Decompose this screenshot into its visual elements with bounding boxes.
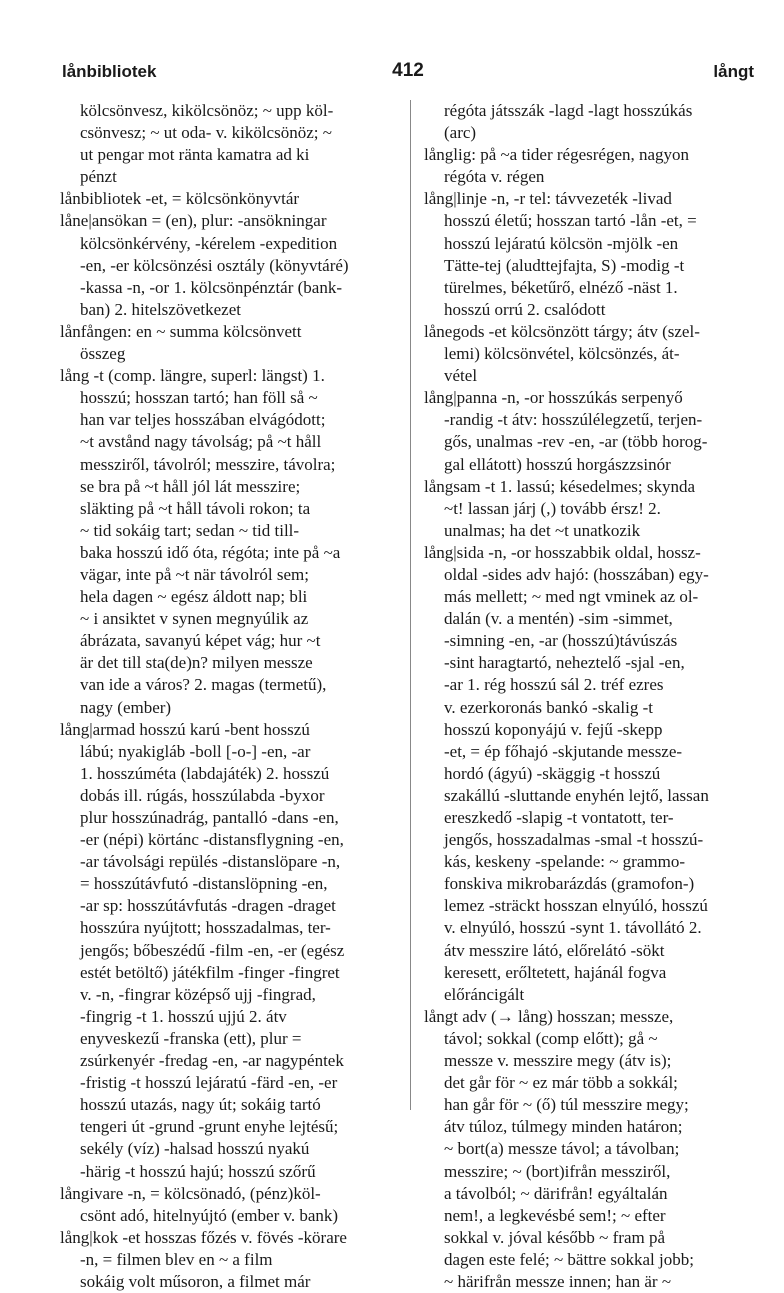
entry-line: jengős; bőbeszédű -film -en, -er (egész	[80, 940, 345, 960]
entry-line: más mellett; ~ med ngt vminek az ol-	[444, 587, 699, 607]
entry-line: messziről, távolról; messzire, távolra;	[80, 454, 336, 474]
entry-line: régóta játsszák -lagd -lagt hosszúkás	[444, 101, 693, 120]
entry-line: lång -t (comp. längre, superl: längst) 1.	[60, 366, 325, 386]
entry-line: lånfången: en ~ summa kölcsönvett	[60, 321, 302, 341]
entry-line: oldal -sides adv hajó: (hosszában) egy-	[444, 564, 709, 584]
entry-line: lånbibliotek -et, = kölcsönkönyvtár	[60, 189, 300, 209]
entry-line: lábú; nyakigláb -boll [-o-] -en, -ar	[80, 741, 311, 761]
entry-line: tengeri út -grund -grunt enyhe lejtésű;	[80, 1117, 339, 1137]
entry-line: távol; sokkal (comp előtt); gå ~	[444, 1028, 658, 1048]
entry-line: v. ezerkoronás bankó -skalig -t	[444, 697, 653, 717]
entry-line: v. elnyúló, hosszú -synt 1. távollátó 2.	[444, 918, 702, 938]
entry-line: lemi) kölcsönvétel, kölcsönzés, át-	[444, 344, 680, 364]
entry-line: hosszú; hosszan tartó; han föll så ~	[80, 388, 318, 408]
entry-line: är det till sta(de)n? milyen messze	[80, 653, 313, 673]
right-column	[424, 100, 756, 1293]
entry-line: lång|panna -n, -or hosszúkás serpenyő	[424, 388, 683, 408]
entry-line: gal ellátott) hosszú horgászzsinór	[444, 454, 671, 474]
entry-line: -härig -t hosszú hajú; hosszú szőrű	[80, 1161, 316, 1181]
entry-line: csönt adó, hitelnyújtó (ember v. bank)	[80, 1205, 339, 1225]
entry-line: -simning -en, -ar (hosszú)távúszás	[444, 631, 678, 651]
entry-line: fonskiva mikrobarázdás (gramofon-)	[444, 874, 695, 894]
entry-line: keresett, erőltetett, hajánál fogva	[444, 962, 667, 982]
entry-line: långt adv (→ lång) hosszan; messze,	[424, 1006, 674, 1026]
entry-line: = hosszútávfutó -distanslöpning -en,	[80, 874, 328, 894]
entry-line: lång|kok -et hosszas főzés v. fövés -körare	[60, 1227, 347, 1247]
entry-line: sokkal v. jóval később ~ fram på	[444, 1227, 666, 1247]
entry-line: hela dagen ~ egész áldott nap; bli	[80, 587, 308, 607]
entry-line: hosszú orrú 2. csalódott	[444, 299, 606, 319]
entry-line: ut pengar mot ränta kamatra ad ki	[80, 145, 310, 165]
entry-line: van ide a város? 2. magas (termetű),	[80, 675, 327, 695]
entry-line: han går för ~ (ő) túl messzire megy;	[444, 1095, 689, 1115]
entry-line: ~t avstånd nagy távolság; på ~t håll	[80, 432, 322, 452]
entry-line: ~ härifrån messze innen; han är ~	[444, 1271, 672, 1291]
entry-line: ~ bort(a) messze távol; a távolban;	[444, 1139, 680, 1159]
entry-line: hordó (ágyú) -skäggig -t hosszú	[444, 763, 661, 783]
entry-line: 1. hosszúméta (labdajáték) 2. hosszú	[80, 763, 330, 783]
entry-line: dobás ill. rúgás, hosszúlabda -byxor	[80, 785, 325, 805]
entry-line: dagen este felé; ~ bättre sokkal jobb;	[444, 1249, 694, 1269]
entry-line: -er (népi) körtánc -distansflygning -en,	[80, 830, 344, 850]
header-right-guideword: långt	[713, 62, 754, 81]
header-left-guideword: lånbibliotek	[62, 62, 157, 81]
entry-line: összeg	[80, 344, 126, 364]
entry-line: sekély (víz) -halsad hosszú nyakú	[80, 1139, 310, 1159]
entry-line: -et, = ép főhajó -skjutande messze-	[444, 741, 683, 761]
entry-line: ~ tid sokáig tart; sedan ~ tid till-	[80, 520, 300, 540]
entry-line: -en, -er kölcsönzési osztály (könyvtáré)	[80, 255, 349, 275]
entry-line: csönvesz; ~ ut oda- v. kikölcsönöz; ~	[80, 123, 332, 143]
entry-line: -ar sp: hosszútávfutás -dragen -draget	[80, 896, 336, 916]
entry-line: hosszú utazás, nagy út; sokáig tartó	[80, 1095, 321, 1115]
entry-line: ~ i ansiktet v synen megnyúlik az	[80, 609, 309, 629]
entry-line: átv túloz, túlmegy minden határon;	[444, 1117, 683, 1137]
entry-line: -ar távolsági repülés -distanslöpare -n,	[80, 852, 341, 872]
entry-line: vägar, inte på ~t när távolról sem;	[80, 564, 309, 584]
entry-line: előráncigált	[444, 984, 525, 1004]
entry-line: Tätte-tej (aludttejfajta, S) -modig -t	[444, 255, 685, 275]
entry-line: gős, unalmas -rev -en, -ar (több horog-	[444, 432, 708, 452]
entry-line: szakállú -sluttande enyhén lejtő, lassan	[444, 785, 709, 805]
entry-line: nem!, a legkevésbé sem!; ~ efter	[444, 1205, 666, 1225]
entry-line: kölcsönvesz, kikölcsönöz; ~ upp köl-	[80, 101, 334, 120]
page-header	[62, 56, 754, 86]
entry-line: sokáig volt műsoron, a filmet már	[80, 1271, 311, 1291]
entry-line: låne|ansökan = (en), plur: -ansökningar	[60, 211, 327, 231]
entry-line: -fristig -t hosszú lejáratú -färd -en, -er	[80, 1073, 338, 1093]
entry-line: se bra på ~t håll jól lát messzire;	[80, 476, 301, 496]
entry-line: dalán (v. a mentén) -sim -simmet,	[444, 609, 673, 629]
entry-line: hosszú koponyájú v. fejű -skepp	[444, 719, 663, 739]
entry-line: släkting på ~t håll távoli rokon; ta	[80, 498, 311, 518]
entry-line: -kassa -n, -or 1. kölcsönpénztár (bank-	[80, 277, 342, 297]
entry-line: -sint haragtartó, neheztelő -sjal -en,	[444, 653, 685, 673]
entry-line: pénzt	[80, 167, 117, 187]
entry-line: långlig: på ~a tider régesrégen, nagyon	[424, 145, 690, 165]
entry-line: átv messzire látó, előrelátó -sökt	[444, 940, 665, 960]
entry-line: hosszúra nyújtott; hosszadalmas, ter-	[80, 918, 331, 938]
entry-line: långsam -t 1. lassú; késedelmes; skynda	[424, 476, 696, 496]
entry-line: -ar 1. rég hosszú sál 2. tréf ezres	[444, 675, 664, 695]
entry-line: plur hosszúnadrág, pantalló -dans -en,	[80, 808, 339, 827]
entry-line: lång|linje -n, -r tel: távvezeték -livad	[424, 189, 672, 209]
entry-line: ereszkedő -slapig -t vontatott, ter-	[444, 808, 674, 827]
entry-line: ~t! lassan járj (,) tovább érsz! 2.	[444, 498, 661, 518]
entry-line: régóta v. régen	[444, 167, 545, 187]
entry-line: jengős, hosszadalmas -smal -t hosszú-	[444, 830, 704, 850]
entry-line: kás, keskeny -spelande: ~ grammo-	[444, 852, 685, 872]
entry-line: ban) 2. hitelszövetkezet	[80, 299, 241, 319]
entry-line: -randig -t átv: hosszúlélegzetű, terjen-	[444, 410, 703, 430]
entry-line: (arc)	[444, 123, 477, 143]
entry-line: långivare -n, = kölcsönadó, (pénz)köl-	[60, 1183, 321, 1203]
entry-line: a távolból; ~ därifrån! egyáltalán	[444, 1183, 668, 1203]
entry-line: v. -n, -fingrar középső ujj -fingrad,	[80, 984, 316, 1004]
entry-line: lång|armad hosszú karú -bent hosszú	[60, 719, 310, 739]
entry-line: han var teljes hosszában elvágódott;	[80, 410, 326, 430]
entry-line: enyveskezű -franska (ett), plur =	[80, 1028, 302, 1048]
entry-line: unalmas; ha det ~t unatkozik	[444, 520, 641, 540]
entry-line: messze v. messzire megy (átv is);	[444, 1051, 672, 1071]
left-column	[60, 100, 396, 1293]
entry-line: lånegods -et kölcsönzött tárgy; átv (szel-	[424, 321, 700, 341]
entry-line: hosszú életű; hosszan tartó -lån -et, =	[444, 211, 697, 231]
entry-line: türelmes, béketűrő, elnéző -näst 1.	[444, 277, 678, 297]
entry-line: hosszú lejáratú kölcsön -mjölk -en	[444, 233, 679, 253]
entry-line: -n, = filmen blev en ~ a film	[80, 1249, 273, 1269]
entry-line: zsúrkenyér -fredag -en, -ar nagypéntek	[80, 1051, 344, 1071]
entry-line: det går för ~ ez már több a sokkál;	[444, 1073, 678, 1093]
entry-line: lång|sida -n, -or hosszabbik oldal, hossz-	[424, 542, 701, 562]
entry-line: baka hosszú idő óta, régóta; inte på ~a	[80, 542, 341, 562]
entry-line: -fingrig -t 1. hosszú ujjú 2. átv	[80, 1006, 287, 1026]
entry-line: kölcsönkérvény, -kérelem -expedition	[80, 233, 338, 253]
entry-line: estét betöltő) játékfilm -finger -fingret	[80, 962, 340, 982]
entry-line: nagy (ember)	[80, 697, 172, 717]
entry-line: messzire; ~ (bort)ifrån messziről,	[444, 1161, 671, 1181]
column-divider	[410, 100, 411, 1110]
page-number: 412	[392, 60, 424, 81]
entry-line: lemez -sträckt hosszan elnyúló, hosszú	[444, 896, 708, 916]
entry-line: ábrázata, savanyú képet vág; hur ~t	[80, 631, 321, 651]
entry-line: vétel	[444, 366, 478, 386]
